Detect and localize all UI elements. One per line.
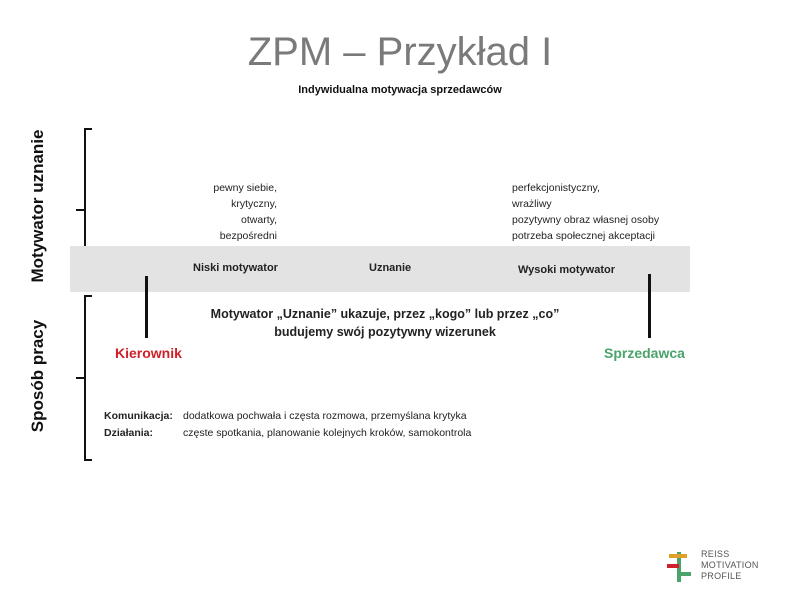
bracket-top-tick [76,209,84,211]
band-label-middle: Uznanie [369,262,412,274]
slide-title: ZPM – Przykład I [247,30,553,74]
reiss-logo-text [701,549,759,582]
details-communication [104,408,471,425]
slide-subtitle: Indywidualna motywacja sprzedawców [298,84,502,96]
trait-right-4: potrzeba społecznej akceptacji [512,230,656,242]
bracket-bottom-tick [76,377,84,379]
description [130,305,640,341]
logo-line-2: MOTIVATION [701,560,759,570]
bracket-bottom [84,295,92,461]
trait-right-3: pozytywny obraz własnej osoby [512,214,660,226]
communication-key: Komunikacja: [104,410,173,422]
band-label-low: Niski motywator [193,262,278,274]
trait-left-4: bezpośredni [219,230,277,242]
trait-left-1: pewny siebie, [213,182,277,194]
logo-line-3: PROFILE [701,571,742,581]
role-right: Sprzedawca [604,345,685,361]
trait-left-2: krytyczny, [231,198,277,210]
marker-right [648,274,651,338]
details [104,408,471,442]
traits-left [170,180,277,244]
reiss-logo [665,548,775,584]
trait-right-2: wrażliwy [512,198,552,210]
actions-key: Działania: [104,427,154,439]
role-left: Kierownik [115,345,182,361]
description-line-2: budujemy swój pozytywny wizerunek [274,325,496,339]
traits-right [512,180,712,244]
trait-left-3: otwarty, [241,214,277,226]
band-label-high: Wysoki motywator [518,264,615,276]
trait-right-1: perfekcjonistyczny, [512,182,600,194]
description-line-1: Motywator „Uznanie” ukazuje, przez „kogo” lub przez „co” [210,307,560,321]
communication-value: dodatkowa pochwała i częsta rozmowa, przemyślana krytyka [183,410,467,422]
axis-label-bottom: Sposób pracy [28,319,47,433]
details-actions [104,425,471,442]
axis-label-top: Motywator uznanie [28,129,47,283]
reiss-logo-icon [665,548,693,584]
actions-value: częste spotkania, planowanie kolejnych kroków, samokontrola [183,427,472,439]
logo-line-1: REISS [701,549,730,559]
